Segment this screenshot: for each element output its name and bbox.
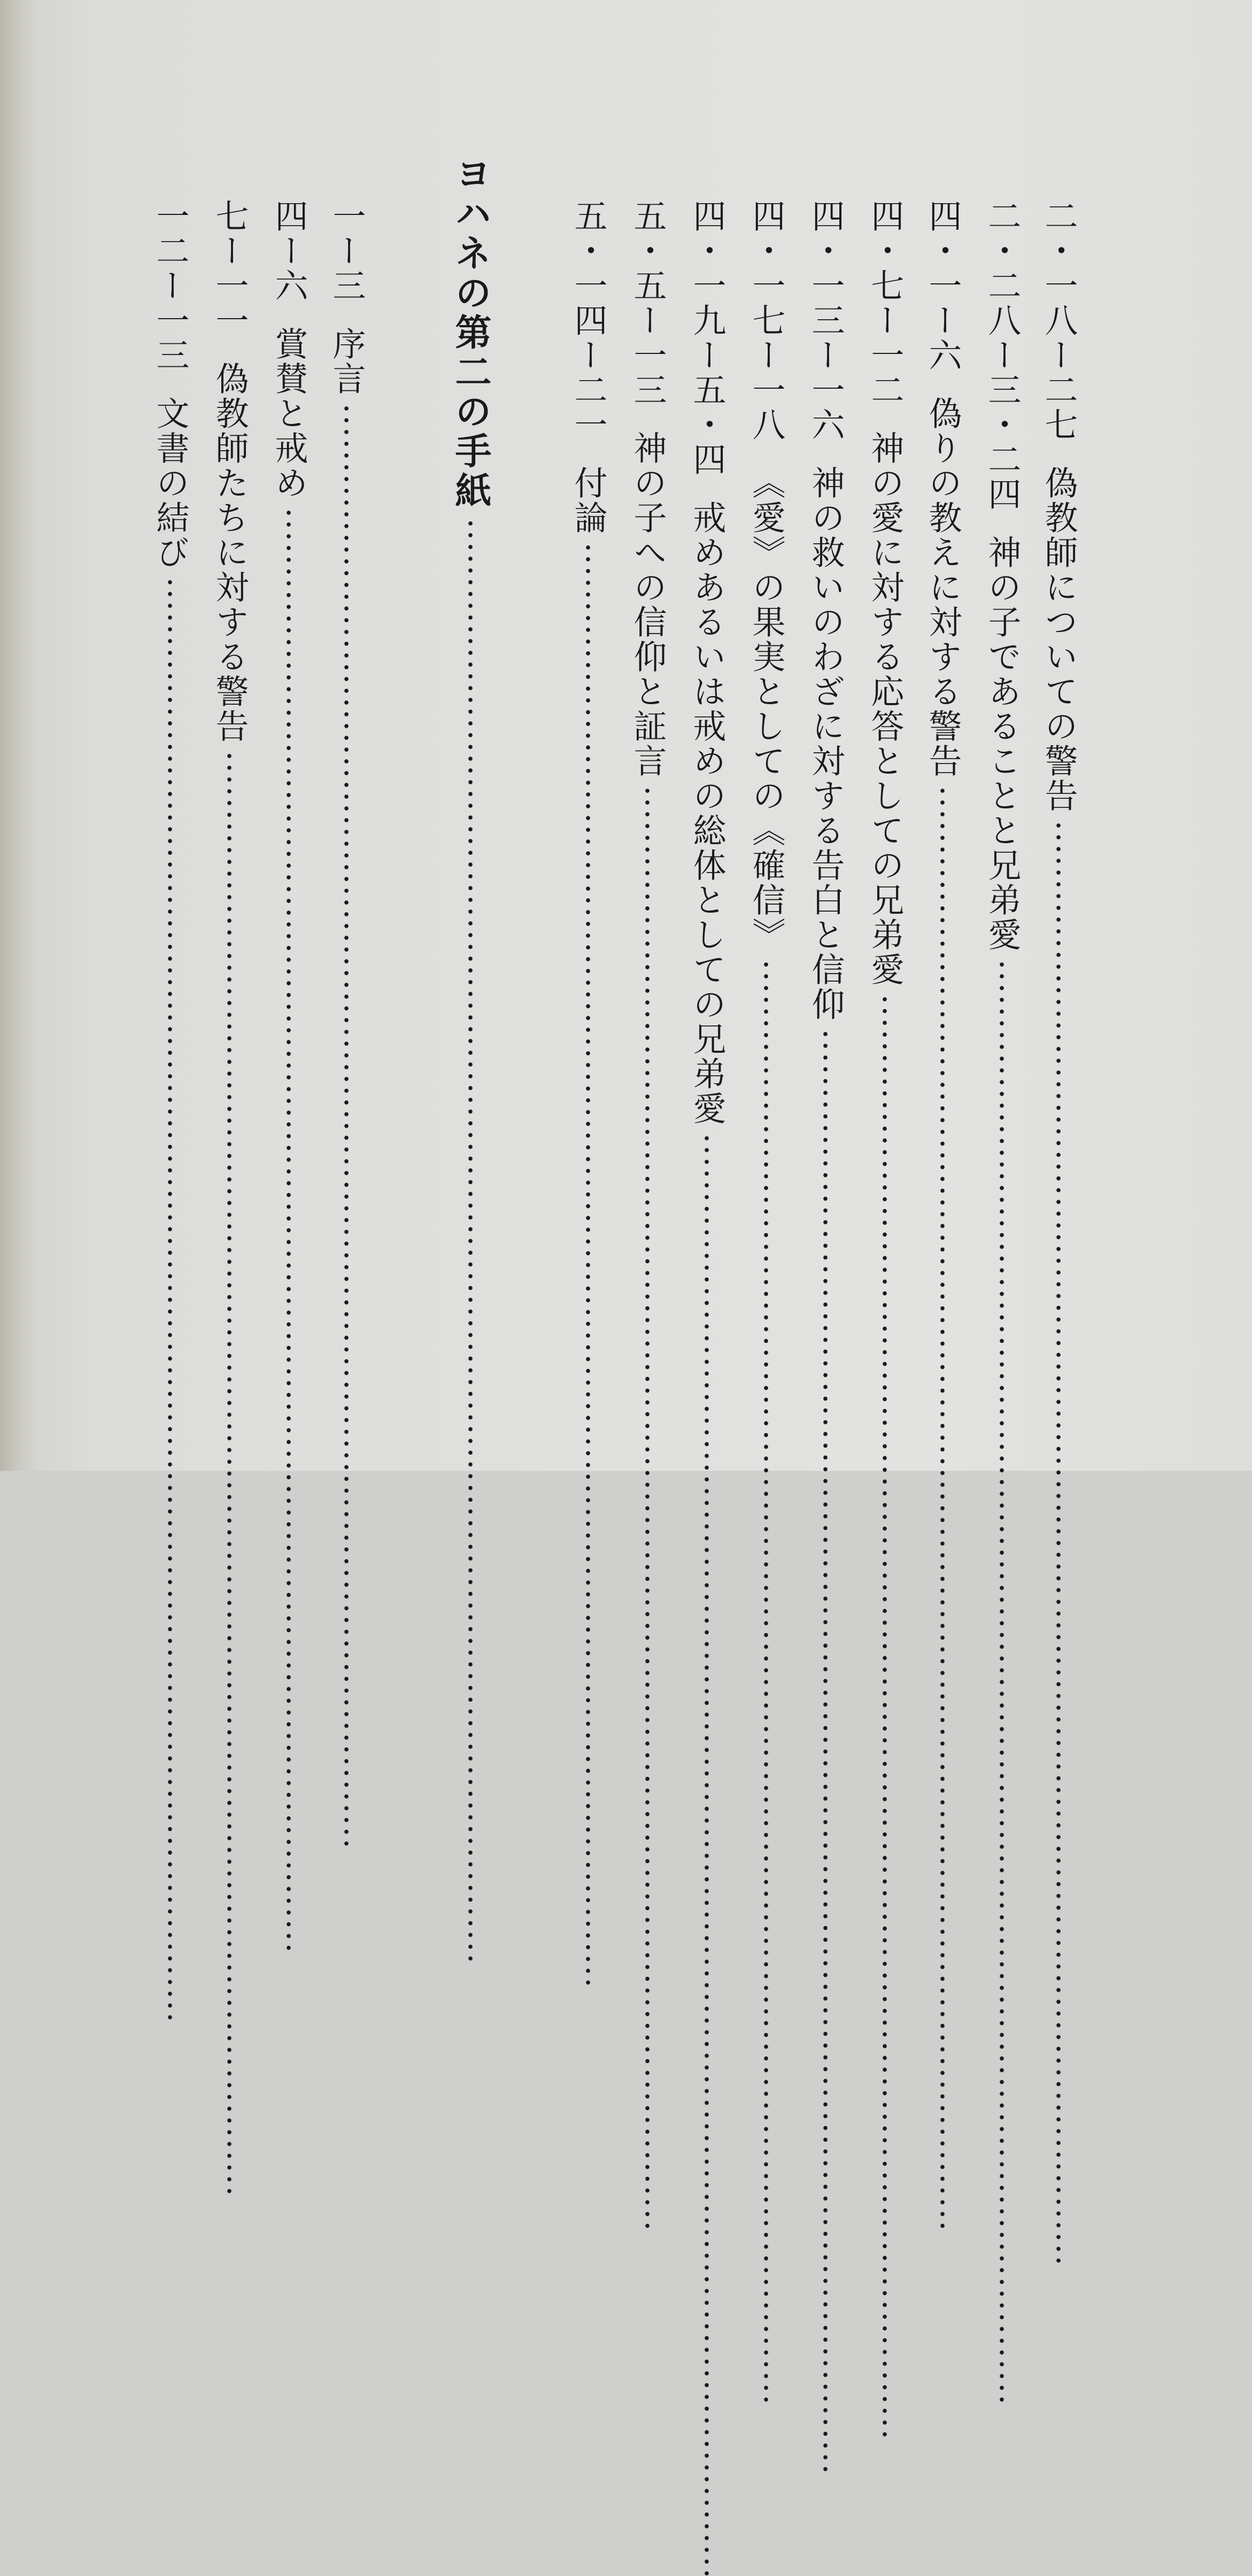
toc-entry[interactable] xyxy=(151,199,190,2020)
toc-entry-reference: 一ー三 xyxy=(327,199,366,303)
toc-entry[interactable] xyxy=(747,199,786,2402)
toc-entry-reference: 四ー六 xyxy=(269,199,308,303)
toc-entry-reference: 七ー一一 xyxy=(210,199,249,338)
dot-leader xyxy=(926,785,959,2228)
toc-entry-title: 神の子への信仰と証言 xyxy=(628,431,667,778)
toc-entry-title: 神の愛に対する応答としての兄弟愛 xyxy=(865,431,905,987)
toc-entry[interactable] xyxy=(983,199,1022,2402)
toc-entry[interactable] xyxy=(628,199,667,2228)
dot-leader xyxy=(452,518,489,1961)
dot-leader xyxy=(985,959,1018,2402)
dot-leader xyxy=(571,542,605,1985)
dot-leader xyxy=(690,1132,723,2576)
dot-leader xyxy=(213,750,246,2194)
toc-entry-reference: 二・一八ー二七 xyxy=(1039,199,1078,442)
toc-entry-reference: 四・一七ー一八 xyxy=(747,199,786,442)
toc-entry[interactable] xyxy=(923,199,962,2228)
toc-entry-title: 文書の結び xyxy=(151,396,190,570)
toc-entry-title: 戒めあるいは戒めの総体としての兄弟愛 xyxy=(687,500,727,1126)
dot-leader xyxy=(868,993,901,2437)
toc-entry-title: 賞賛と戒め xyxy=(269,327,308,500)
toc-entry[interactable] xyxy=(269,199,308,1950)
dot-leader xyxy=(1042,820,1075,2263)
toc-entry-reference: 一二ー一三 xyxy=(151,199,190,373)
toc-entry-title: 神の救いのわざに対する告白と信仰 xyxy=(806,466,845,1022)
toc-entry-title: 偽りの教えに対する警告 xyxy=(923,396,962,778)
toc-entry-reference: 四・七ー一二 xyxy=(865,199,905,407)
toc-entry[interactable] xyxy=(327,199,366,1846)
toc-entry[interactable] xyxy=(1039,199,1078,2263)
toc-entry-reference: 四・一三ー一六 xyxy=(806,199,845,442)
dot-leader xyxy=(330,403,363,1846)
toc-entry-title: 付論 xyxy=(569,466,608,535)
toc-entry-reference: 四・一ー六 xyxy=(923,199,962,373)
toc-entry-reference: 四・一九ー五・四 xyxy=(687,199,727,477)
dot-leader xyxy=(809,1028,842,2472)
toc-entry-reference: 五・五ー一三 xyxy=(628,199,667,407)
book-gutter-shadow xyxy=(0,0,37,1471)
section-heading-title: ヨハネの第二の手紙 xyxy=(449,155,492,511)
toc-entry-reference: 二・二八ー三・二四 xyxy=(983,199,1022,512)
dot-leader xyxy=(153,576,187,2020)
toc-entry[interactable] xyxy=(687,199,727,2576)
toc-entry-title: 《愛》の果実としての《確信》 xyxy=(747,466,786,952)
section-heading[interactable] xyxy=(449,155,492,1961)
toc-entry-reference: 五・一四ー二一 xyxy=(569,199,608,442)
toc-entry[interactable] xyxy=(806,199,845,2472)
toc-entry-title: 序言 xyxy=(327,327,366,396)
dot-leader xyxy=(749,959,783,2402)
toc-entry[interactable] xyxy=(569,199,608,1985)
toc-entry[interactable] xyxy=(210,199,249,2194)
toc-entry-title: 偽教師たちに対する警告 xyxy=(210,361,249,744)
toc-entry[interactable] xyxy=(865,199,905,2437)
toc-entry-title: 偽教師についての警告 xyxy=(1039,466,1078,813)
dot-leader xyxy=(631,785,664,2228)
dot-leader xyxy=(272,507,305,1950)
toc-entry-title: 神の子であることと兄弟愛 xyxy=(983,535,1022,952)
